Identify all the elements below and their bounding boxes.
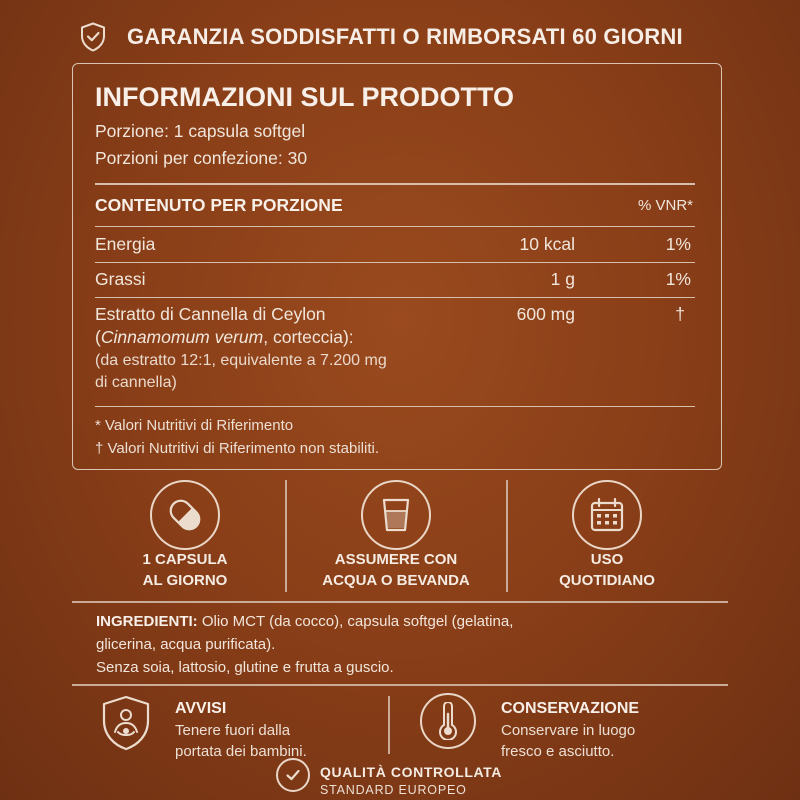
storage-text: Conservare in luogo fresco e asciutto. <box>501 722 636 760</box>
row-amount: 1 g <box>550 269 575 289</box>
usage-item-daily <box>532 478 682 600</box>
row-label: Estratto di Cannella di Ceylon <box>95 304 326 324</box>
divider <box>95 262 695 263</box>
row-amount: 600 mg <box>516 304 575 324</box>
glass-icon <box>361 480 431 550</box>
capsule-icon <box>150 480 220 550</box>
footnote: * Valori Nutritivi di Riferimento <box>95 417 294 434</box>
content-header: CONTENUTO PER PORZIONE <box>95 195 343 215</box>
separator <box>506 480 508 592</box>
row-amount: 10 kcal <box>519 234 575 254</box>
row-label-detail: di cannella) <box>95 374 177 391</box>
divider <box>95 406 695 407</box>
separator <box>388 696 390 754</box>
usage-label: ASSUMERE CON ACQUA O BEVANDA <box>322 551 470 589</box>
check-seal-icon <box>276 758 310 792</box>
ingredients-text: Olio MCT (da cocco), capsula softgel (gelatina, <box>197 613 514 630</box>
separator <box>72 684 728 686</box>
vnr-header: % VNR* <box>637 197 693 214</box>
shield-check-icon <box>80 22 106 52</box>
ingredients-text: glicerina, acqua purificata). <box>96 636 276 653</box>
separator <box>285 480 287 592</box>
warnings-text: Tenere fuori dalla portata dei bambini. <box>175 722 307 760</box>
info-title: INFORMAZIONI SUL PRODOTTO <box>95 82 515 112</box>
divider <box>95 226 695 227</box>
divider <box>95 297 695 298</box>
servings-per-pack: Porzioni per confezione: 30 <box>95 148 308 168</box>
row-label-latin: (Cinnamomum verum, corteccia): <box>95 327 354 347</box>
ingredients-section <box>96 610 736 679</box>
usage-item-drink <box>316 478 476 600</box>
row-label: Energia <box>95 234 156 254</box>
usage-label: USO QUOTIDIANO <box>559 551 655 589</box>
product-info-panel <box>72 63 722 470</box>
storage-title: CONSERVAZIONE <box>501 700 640 717</box>
allergen-free-text: Senza soia, lattosio, glutine e frutta a guscio. <box>96 659 394 676</box>
ingredients-label: INGREDIENTI: <box>96 613 198 630</box>
quality-seal-subtitle: STANDARD EUROPEO <box>320 783 467 797</box>
thermometer-icon <box>420 693 476 749</box>
usage-label: 1 CAPSULA AL GIORNO <box>142 551 228 589</box>
row-label-detail: (da estratto 12:1, equivalente a 7.200 mg <box>95 352 387 369</box>
divider <box>95 183 695 185</box>
calendar-icon <box>572 480 642 550</box>
quality-seal-title: QUALITÀ CONTROLLATA <box>320 764 502 780</box>
separator <box>72 601 728 603</box>
usage-item-capsule <box>110 478 260 600</box>
guarantee-text: GARANZIA SODDISFATTI O RIMBORSATI 60 GIORNI <box>127 24 683 49</box>
row-vnr: † <box>675 304 685 324</box>
warnings-title: AVVISI <box>175 700 227 717</box>
child-shield-icon <box>101 695 151 751</box>
row-vnr: 1% <box>665 269 691 289</box>
row-label: Grassi <box>95 269 146 289</box>
row-vnr: 1% <box>665 234 691 254</box>
serving-size: Porzione: 1 capsula softgel <box>95 121 306 141</box>
latin-name: Cinnamomum verum <box>100 327 264 347</box>
guarantee-banner <box>0 8 800 64</box>
footnote: † Valori Nutritivi di Riferimento non stabiliti. <box>95 440 379 457</box>
